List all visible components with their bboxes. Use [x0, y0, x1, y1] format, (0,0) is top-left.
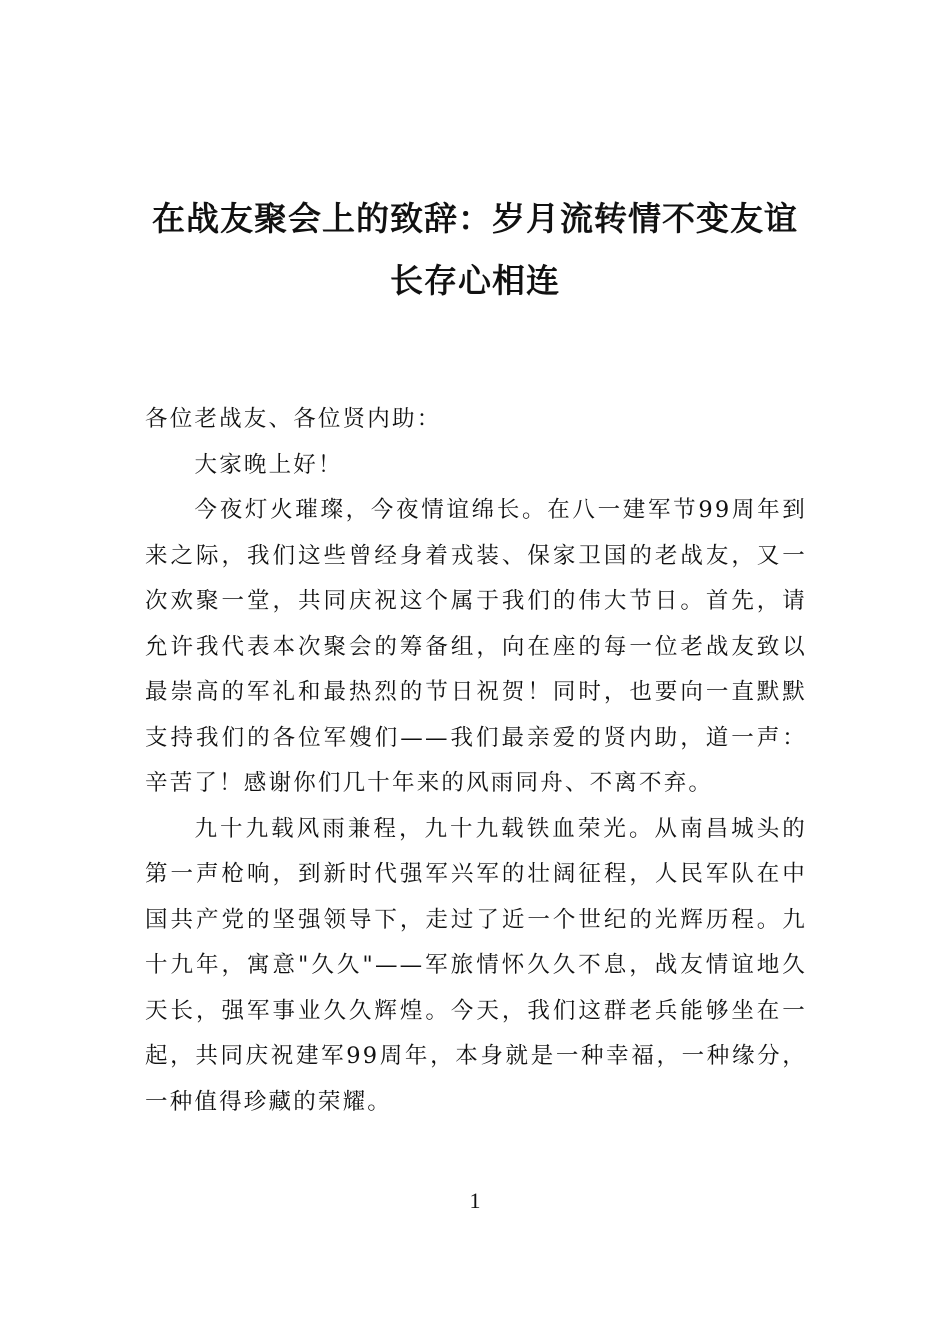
paragraph-history: 九十九载风雨兼程，九十九载铁血荣光。从南昌城头的第一声枪响，到新时代强军兴军的壮阔征程，人民军队在中国共产党的坚强领导下，走过了近一个世纪的光辉历程。九十九年，寓意"久久"——军旅情怀久久不息，战友情谊地久天长，强军事业久久辉煌。今天，我们这群老兵能够坐在一起，共同庆祝建军99周年，本身就是一种幸福，一种缘分，一种值得珍藏的荣耀。	[145, 815, 807, 1115]
document-body	[145, 397, 807, 1125]
page-number: 1	[469, 1188, 481, 1213]
paragraph-opening: 今夜灯火璀璨，今夜情谊绵长。在八一建军节99周年到来之际，我们这些曾经身着戎装、保家卫国的老战友，又一次欢聚一堂，共同庆祝这个属于我们的伟大节日。首先，请允许我代表本次聚会的筹备组，向在座的每一位老战友致以最崇高的军礼和最热烈的节日祝贺！同时，也要向一直默默支持我们的各位军嫂们——我们最亲爱的贤内助，道一声：辛苦了！感谢你们几十年来的风雨同舟、不离不弃。	[145, 497, 807, 796]
salutation: 各位老战友、各位贤内助：	[145, 406, 442, 432]
document-title: 在战友聚会上的致辞：岁月流转情不变友谊长存心相连	[152, 199, 798, 300]
paragraph-greeting: 大家晚上好！	[194, 451, 343, 478]
